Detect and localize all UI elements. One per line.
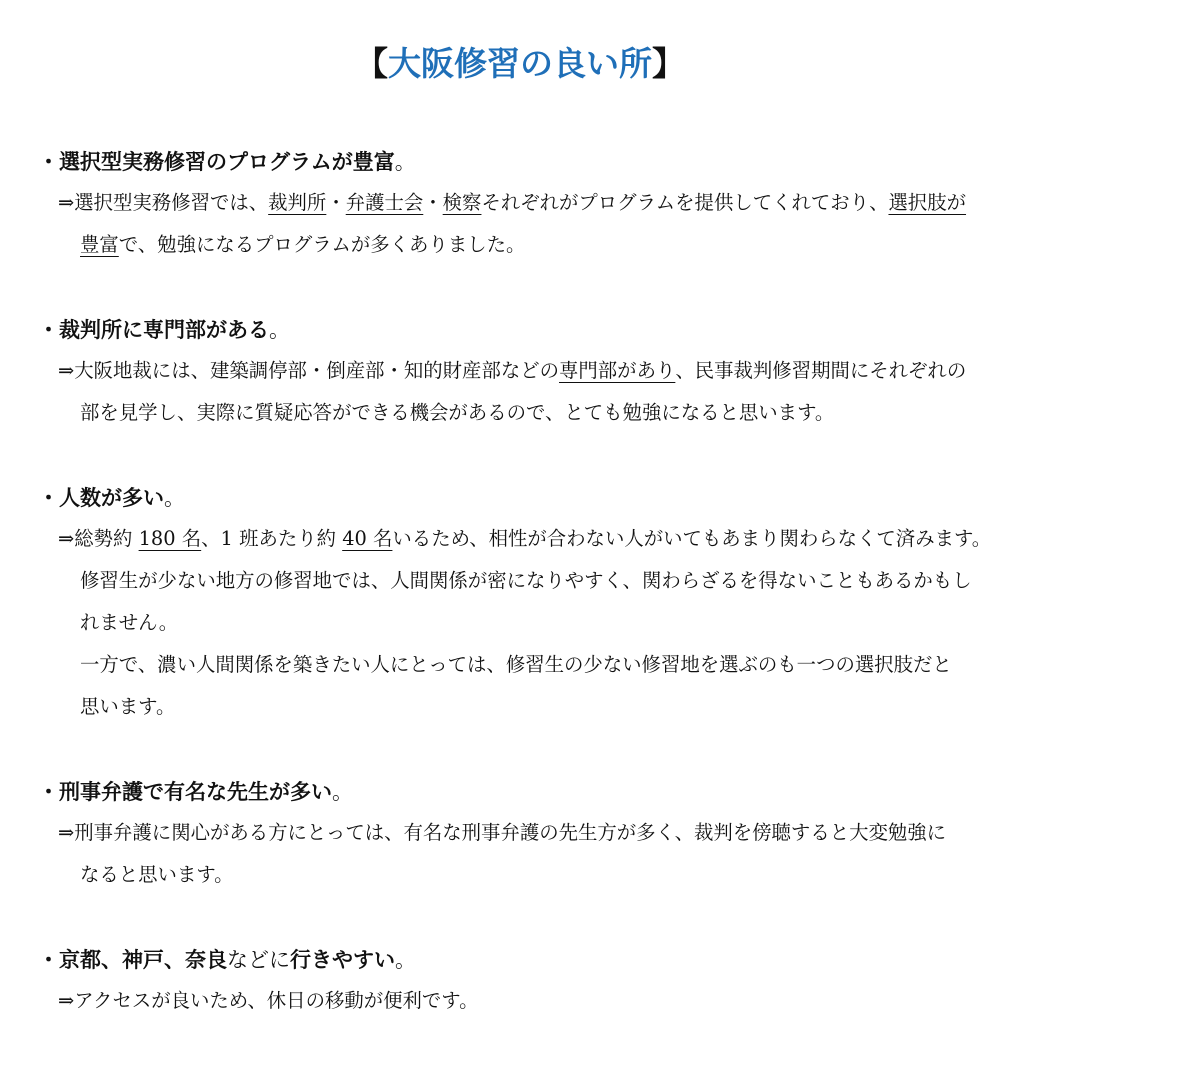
heading-end: 。 xyxy=(164,486,185,510)
section-heading xyxy=(38,146,1168,178)
underlined-text: 180 名 xyxy=(138,527,202,550)
text-run: いるため、相性が合わない人がいてもあまり関わらなくて済みます。 xyxy=(392,527,992,550)
title-open-bracket: 【 xyxy=(355,44,388,83)
heading-end: 。 xyxy=(395,948,416,972)
title-close-bracket: 】 xyxy=(652,44,685,83)
section-heading xyxy=(38,776,1168,808)
text-run: それぞれがプログラムを提供してくれており、 xyxy=(481,191,889,214)
section-many-people xyxy=(38,482,1168,728)
underlined-text: 専門部があり xyxy=(559,359,676,382)
text-run: 、民事裁判修習期間にそれぞれの xyxy=(675,359,967,382)
underlined-text: 弁護士会 xyxy=(345,191,424,214)
section-specialized-divisions xyxy=(38,314,1168,434)
text-run: ⇒大阪地裁には、建築調停部・倒産部・知的財産部などの xyxy=(58,359,560,382)
body-line xyxy=(38,224,1168,266)
underlined-text: 検察 xyxy=(442,191,482,214)
heading-end: 。 xyxy=(269,318,290,342)
heading-text: 選択型実務修習のプログラムが豊富 xyxy=(59,150,395,174)
text-run: 一方で、濃い人間関係を築きたい人にとっては、修習生の少ない修習地を選ぶのも一つの選択肢だと xyxy=(80,653,952,676)
section-heading xyxy=(38,482,1168,514)
section-body xyxy=(38,350,1168,434)
heading-text: 裁判所に専門部がある xyxy=(59,318,269,342)
text-run: ⇒総勢約 xyxy=(58,527,139,550)
text-run: で、勉強になるプログラムが多くありました。 xyxy=(118,233,526,256)
title-text: 大阪修習の良い所 xyxy=(388,44,652,83)
text-run: ⇒アクセスが良いため、休日の移動が便利です。 xyxy=(58,989,479,1012)
underlined-text: 40 名 xyxy=(342,527,393,550)
body-line xyxy=(38,980,1168,1022)
text-run: 思います。 xyxy=(80,695,176,718)
page-title xyxy=(0,38,1040,85)
body-line xyxy=(38,350,1168,392)
text-run: ・ xyxy=(326,191,346,214)
heading-text-normal: などに xyxy=(227,948,290,972)
body-line xyxy=(38,392,1168,434)
bullet: ・ xyxy=(38,486,59,510)
heading-text: 行きやすい xyxy=(290,948,395,972)
heading-end: 。 xyxy=(394,150,416,174)
body-line xyxy=(38,518,1168,560)
body-line xyxy=(38,602,1168,644)
body-line xyxy=(38,182,1168,224)
section-body xyxy=(38,812,1168,896)
underlined-text: 豊富 xyxy=(80,233,119,256)
text-run: れません。 xyxy=(80,611,179,634)
heading-text: 京都、神戸、奈良 xyxy=(59,948,227,972)
bullet: ・ xyxy=(38,150,59,174)
bullet: ・ xyxy=(38,780,59,804)
section-body xyxy=(38,980,1168,1022)
text-run: 修習生が少ない地方の修習地では、人間関係が密になりやすく、関わらざるを得ないこともあるかもし xyxy=(80,569,972,592)
underlined-text: 選択肢が xyxy=(888,191,967,214)
section-famous-lawyers xyxy=(38,776,1168,896)
text-run: なると思います。 xyxy=(80,863,234,886)
text-run: ⇒選択型実務修習では、 xyxy=(58,191,269,214)
body-line xyxy=(38,560,1168,602)
body-line xyxy=(38,686,1168,728)
bullet: ・ xyxy=(38,318,59,342)
text-run: 、1 班あたり約 xyxy=(201,527,343,550)
body-line xyxy=(38,854,1168,896)
heading-text: 刑事弁護で有名な先生が多い xyxy=(59,780,332,804)
heading-end: 。 xyxy=(332,780,353,804)
text-run: 部を見学し、実際に質疑応答ができる機会があるので、とても勉強になると思います。 xyxy=(80,401,835,424)
section-program xyxy=(38,146,1168,266)
section-body xyxy=(38,518,1168,728)
section-body xyxy=(38,182,1168,266)
body-line xyxy=(38,812,1168,854)
body-line xyxy=(38,644,1168,686)
text-run: ⇒刑事弁護に関心がある方にとっては、有名な刑事弁護の先生方が多く、裁判を傍聴すると大変勉強に xyxy=(58,821,947,844)
section-heading xyxy=(38,944,1168,976)
heading-text: 人数が多い xyxy=(59,486,164,510)
underlined-text: 裁判所 xyxy=(268,191,327,214)
section-access xyxy=(38,944,1168,1022)
section-heading xyxy=(38,314,1168,346)
bullet: ・ xyxy=(38,948,59,972)
text-run: ・ xyxy=(423,191,443,214)
